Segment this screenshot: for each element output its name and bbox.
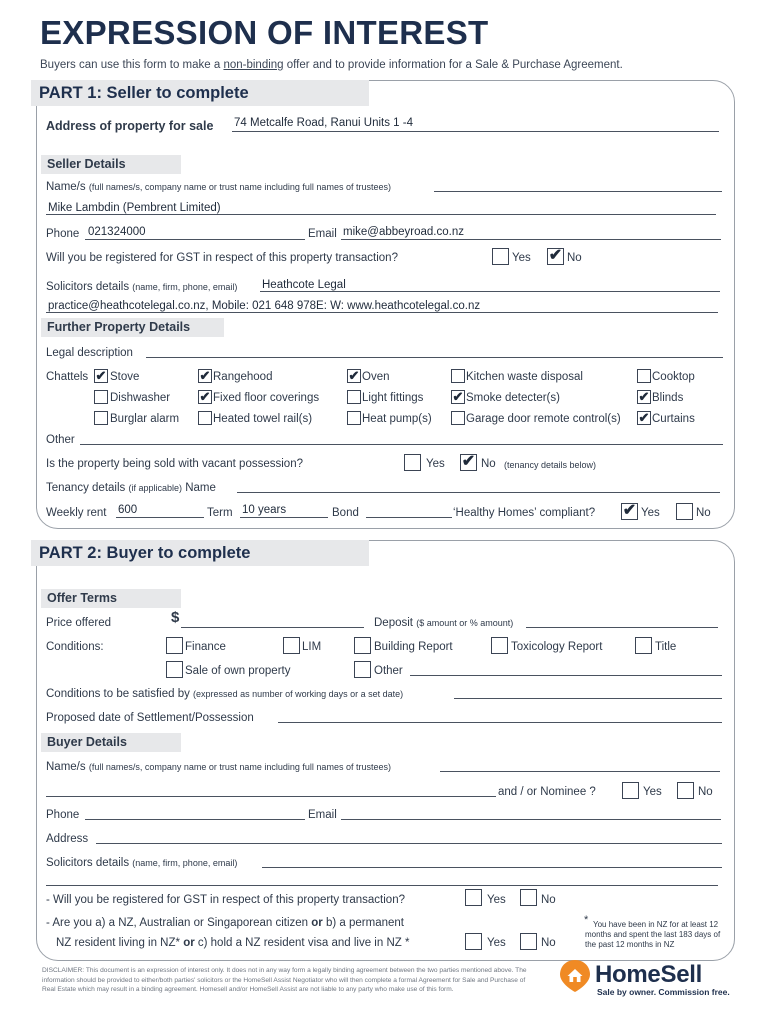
seller-solicitors-line-2 — [46, 312, 718, 313]
chattel-garage-remote-checkbox[interactable] — [451, 411, 465, 425]
buyer-solicitors-line-2[interactable] — [46, 885, 718, 886]
chattel-stove-checkbox[interactable]: ✔ — [95, 369, 107, 383]
part2-heading: PART 2: Buyer to complete — [31, 540, 369, 566]
chattels-other-line — [80, 444, 723, 445]
resident-question-line-2: NZ resident living in NZ* or c) hold a NZ resident visa and live in NZ * — [56, 937, 410, 949]
condition-building-report-label: Building Report — [374, 641, 453, 653]
buyer-email-label: Email — [308, 809, 337, 821]
condition-other-label: Other — [374, 665, 403, 677]
resident-yes-label: Yes — [487, 937, 506, 949]
healthy-homes-label: ‘Healthy Homes’ compliant? — [453, 507, 596, 519]
vacant-yes-label: Yes — [426, 458, 445, 470]
resident-no-checkbox[interactable] — [520, 933, 537, 950]
resident-question-line-1: - Are you a) a NZ, Australian or Singaporean citizen or b) a permanent — [46, 917, 404, 929]
resident-no-label: No — [541, 937, 556, 949]
conditions-satisfied-line[interactable] — [454, 698, 722, 699]
buyer-details-heading: Buyer Details — [41, 733, 181, 752]
disclaimer-text: DISCLAIMER: This document is an expression of interest only. It does not in any way form a legally binding agreement between the two parties mentioned above. The information should be provided to either/both parties' solicitors or the HomeSell Assist Negotiator who will then complete a formal Agreement for Sale and Purchase of Real Estate which may result in a binding agreement. Homesell and/or HomeSell Assist are not liable to any party who make use of this form. — [42, 967, 527, 993]
chattels-other-label: Other — [46, 434, 75, 446]
seller-gst-yes-label: Yes — [512, 252, 531, 264]
conditions-label: Conditions: — [46, 641, 104, 653]
settlement-date-line[interactable] — [278, 722, 722, 723]
price-offered-line[interactable] — [181, 627, 364, 628]
term-field[interactable]: 10 years — [242, 504, 287, 516]
seller-phone-line — [85, 239, 305, 240]
buyer-gst-no-label: No — [541, 894, 556, 906]
seller-names-label: Name/s (full names/s, company name or trust name including full names of trustees) — [46, 181, 391, 193]
condition-finance-checkbox[interactable] — [166, 637, 183, 654]
buyer-phone-label: Phone — [46, 809, 80, 821]
buyer-gst-no-checkbox[interactable] — [520, 889, 537, 906]
form-subtitle: Buyers can use this form to make a non-binding offer and to provide information for a Sale & Purchase Agreement. — [40, 59, 623, 71]
condition-finance-label: Finance — [185, 641, 226, 653]
condition-other-line[interactable] — [410, 675, 722, 676]
chattel-towel-rail-checkbox[interactable] — [198, 411, 212, 425]
condition-building-report-checkbox[interactable] — [354, 637, 371, 654]
weekly-rent-field[interactable]: 600 — [118, 504, 138, 516]
chattel-rangehood-checkbox[interactable]: ✔ — [199, 369, 211, 383]
bond-line — [366, 517, 452, 518]
chattel-blinds-checkbox[interactable]: ✔ — [638, 390, 650, 404]
chattel-burglar-alarm-checkbox[interactable] — [94, 411, 108, 425]
seller-gst-no-checkbox[interactable]: ✔ — [548, 248, 563, 264]
chattel-cooktop-label: Cooktop — [652, 371, 695, 383]
homesell-logo-icon — [558, 958, 592, 994]
homesell-tagline: Sale by owner. Commission free. — [597, 987, 730, 997]
address-label: Address of property for sale — [46, 119, 214, 133]
condition-sale-own-property-label: Sale of own property — [185, 665, 291, 677]
chattel-floor-coverings-label: Fixed floor coverings — [213, 392, 320, 404]
seller-gst-question: Will you be registered for GST in respect of this property transaction? — [46, 252, 398, 264]
legal-description-label: Legal description — [46, 347, 133, 359]
seller-names-line — [434, 191, 722, 192]
homesell-brand: HomeSell — [595, 961, 702, 988]
legal-description-line — [146, 357, 723, 358]
chattel-curtains-label: Curtains — [652, 413, 695, 425]
dollar-sign: $ — [171, 609, 180, 626]
seller-names-field[interactable]: Mike Lambdin (Pembrent Limited) — [48, 202, 221, 214]
buyer-address-label: Address — [46, 833, 89, 845]
seller-email-line — [341, 239, 721, 240]
chattel-rangehood-label: Rangehood — [213, 371, 273, 383]
form-title: EXPRESSION OF INTEREST — [40, 14, 489, 51]
seller-phone-label: Phone — [46, 228, 80, 240]
weekly-rent-label: Weekly rent — [46, 507, 107, 519]
term-line — [240, 517, 328, 518]
vacant-no-label: No — [481, 458, 496, 470]
condition-lim-label: LIM — [302, 641, 322, 653]
condition-title-checkbox[interactable] — [635, 637, 652, 654]
chattel-heat-pump-checkbox[interactable] — [347, 411, 361, 425]
chattels-label: Chattels — [46, 371, 89, 383]
seller-solicitors-field-2[interactable]: practice@heathcotelegal.co.nz, Mobile: 021 648 978E: W: www.heathcotelegal.co.nz — [48, 300, 481, 312]
chattel-burglar-alarm-label: Burglar alarm — [110, 413, 180, 425]
seller-gst-no-label: No — [567, 252, 582, 264]
chattel-dishwasher-checkbox[interactable] — [94, 390, 108, 404]
nominee-label: and / or Nominee ? — [498, 786, 596, 798]
seller-phone-field[interactable]: 021324000 — [88, 226, 146, 238]
address-field[interactable]: 74 Metcalfe Road, Ranui Units 1 -4 — [234, 117, 413, 129]
condition-title-label: Title — [655, 641, 677, 653]
part1-heading: PART 1: Seller to complete — [31, 80, 369, 106]
nominee-no-label: No — [698, 786, 713, 798]
buyer-gst-question: - Will you be registered for GST in respect of this property transaction? — [46, 894, 405, 906]
address-line — [232, 131, 719, 132]
vacant-possession-question: Is the property being sold with vacant possession? — [46, 458, 303, 470]
buyer-email-line[interactable] — [341, 819, 721, 820]
vacant-yes-checkbox[interactable] — [404, 454, 421, 471]
condition-toxicology-checkbox[interactable] — [491, 637, 508, 654]
condition-lim-checkbox[interactable] — [283, 637, 300, 654]
resident-yes-checkbox[interactable] — [465, 933, 482, 950]
tenancy-details-label: Tenancy details (if applicable) Name — [46, 482, 216, 494]
seller-email-label: Email — [308, 228, 337, 240]
chattel-waste-disposal-checkbox[interactable] — [451, 369, 465, 383]
healthy-yes-label: Yes — [641, 507, 660, 519]
tenancy-details-line — [237, 492, 720, 493]
seller-gst-yes-checkbox[interactable] — [492, 248, 509, 265]
buyer-address-line[interactable] — [96, 843, 722, 844]
price-offered-label: Price offered — [46, 617, 111, 629]
buyer-phone-line[interactable] — [85, 819, 305, 820]
chattel-towel-rail-label: Heated towel rail(s) — [213, 413, 313, 425]
chattel-curtains-checkbox[interactable]: ✔ — [638, 411, 650, 425]
nominee-yes-checkbox[interactable] — [622, 782, 639, 799]
seller-email-field[interactable]: mike@abbeyroad.co.nz — [343, 226, 464, 238]
buyer-gst-yes-checkbox[interactable] — [465, 889, 482, 906]
bond-label: Bond — [332, 507, 359, 519]
buyer-names-label: Name/s (full names/s, company name or trust name including full names of trustees) — [46, 761, 391, 773]
tenancy-note: (tenancy details below) — [504, 460, 597, 470]
condition-sale-own-property-checkbox[interactable] — [166, 661, 183, 678]
buyer-solicitors-line[interactable] — [262, 867, 722, 868]
healthy-yes-checkbox[interactable]: ✔ — [622, 503, 637, 519]
nominee-yes-label: Yes — [643, 786, 662, 798]
chattel-light-fittings-checkbox[interactable] — [347, 390, 361, 404]
condition-toxicology-label: Toxicology Report — [511, 641, 603, 653]
deposit-label: Deposit ($ amount or % amount) — [374, 617, 514, 629]
footnote-star: * — [584, 914, 589, 926]
further-details-heading: Further Property Details — [41, 318, 224, 337]
healthy-no-checkbox[interactable] — [676, 503, 693, 520]
chattel-blinds-label: Blinds — [652, 392, 684, 404]
buyer-names-line-2[interactable] — [46, 796, 496, 797]
chattel-light-fittings-label: Light fittings — [362, 392, 424, 404]
deposit-line[interactable] — [526, 627, 718, 628]
healthy-no-label: No — [696, 507, 711, 519]
buyer-solicitors-label: Solicitors details (name, firm, phone, email) — [46, 857, 238, 869]
chattel-oven-checkbox[interactable]: ✔ — [348, 369, 360, 383]
chattel-heat-pump-label: Heat pump(s) — [362, 413, 432, 425]
seller-solicitors-field-1[interactable]: Heathcote Legal — [262, 279, 346, 291]
nominee-no-checkbox[interactable] — [677, 782, 694, 799]
seller-details-heading: Seller Details — [41, 155, 181, 174]
non-binding-text: non-binding — [223, 59, 284, 71]
chattel-smoke-detector-checkbox[interactable]: ✔ — [452, 390, 464, 404]
term-label: Term — [207, 507, 233, 519]
chattel-garage-remote-label: Garage door remote control(s) — [466, 413, 621, 425]
chattel-oven-label: Oven — [362, 371, 390, 383]
conditions-satisfied-label: Conditions to be satisfied by (expressed as number of working days or a set date) — [46, 688, 404, 700]
chattel-waste-disposal-label: Kitchen waste disposal — [466, 371, 583, 383]
buyer-gst-yes-label: Yes — [487, 894, 506, 906]
chattel-smoke-detector-label: Smoke detecter(s) — [466, 392, 560, 404]
chattel-cooktop-checkbox[interactable] — [637, 369, 651, 383]
vacant-no-checkbox[interactable]: ✔ — [461, 454, 476, 470]
residency-footnote: You have been in NZ for at least 12 months and spent the last 183 days of the past 12 months in NZ — [585, 920, 721, 949]
chattel-dishwasher-label: Dishwasher — [110, 392, 171, 404]
buyer-names-line[interactable] — [440, 771, 720, 772]
seller-names-line-2 — [46, 214, 716, 215]
condition-other-checkbox[interactable] — [354, 661, 371, 678]
settlement-date-label: Proposed date of Settlement/Possession — [46, 712, 254, 724]
seller-solicitors-label: Solicitors details (name, firm, phone, email) — [46, 281, 238, 293]
weekly-rent-line — [116, 517, 204, 518]
chattel-floor-coverings-checkbox[interactable]: ✔ — [199, 390, 211, 404]
offer-terms-heading: Offer Terms — [41, 589, 181, 608]
chattel-stove-label: Stove — [110, 371, 140, 383]
